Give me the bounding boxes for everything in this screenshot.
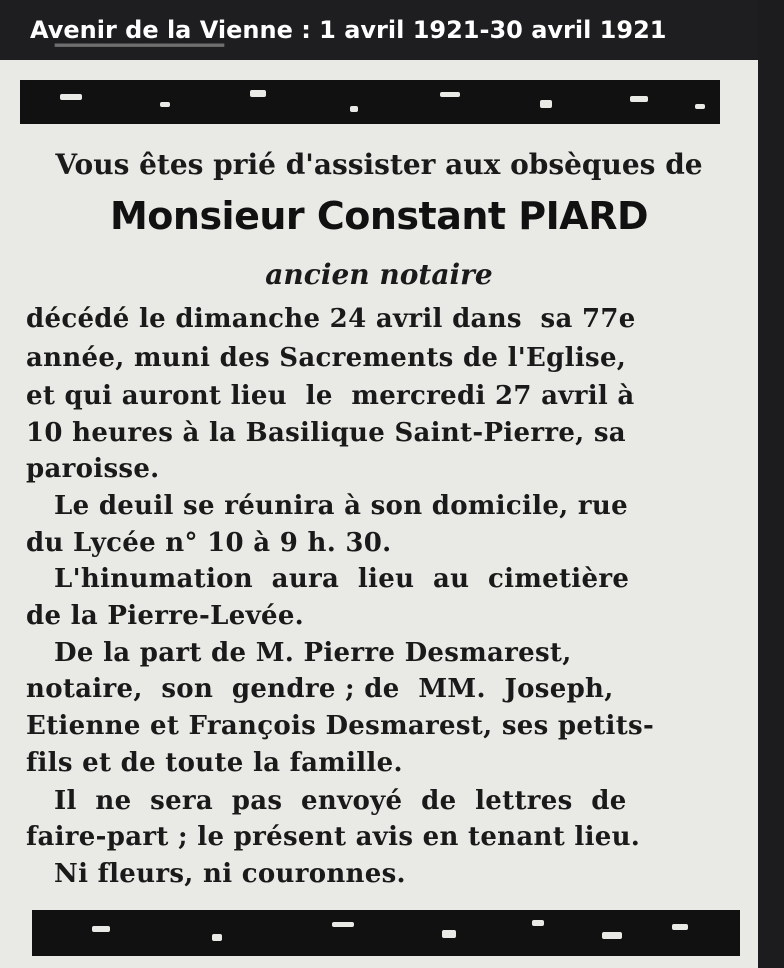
notice-line: Ni fleurs, ni couronnes.	[26, 859, 406, 889]
notice-line: Etienne et François Desmarest, ses petits-	[26, 711, 655, 741]
notice-intro: Vous êtes prié d'assister aux obsèques de	[55, 148, 703, 181]
notice-line: fils et de toute la famille.	[26, 748, 403, 778]
notice-line: décédé le dimanche 24 avril dans sa 77e	[26, 304, 636, 334]
notice-line: Le deuil se réunira à son domicile, rue	[26, 491, 628, 521]
notice-line: L'hinumation aura lieu au cimetière	[26, 564, 630, 594]
deceased-title: ancien notaire	[265, 258, 493, 291]
bottom-rule-bar	[32, 910, 740, 956]
header-title: Avenir de la Vienne : 1 avril 1921-30 avril 1921	[30, 16, 667, 44]
notice-line: année, muni des Sacrements de l'Eglise,	[26, 343, 627, 373]
notice-line: notaire, son gendre ; de MM. Joseph,	[26, 674, 614, 704]
notice-line: de la Pierre-Levée.	[26, 601, 305, 631]
bleed-text-top: ▔▔▔▔▔▔▔▔▔▔	[55, 44, 225, 70]
notice-line: Il ne sera pas envoyé de lettres de	[26, 786, 627, 816]
top-rule-bar	[20, 80, 720, 124]
notice-line: faire-part ; le présent avis en tenant lieu.	[26, 822, 641, 852]
deceased-name: Monsieur Constant PIARD	[109, 194, 649, 238]
notice-line: du Lycée n° 10 à 9 h. 30.	[26, 528, 392, 558]
newspaper-clipping	[0, 44, 758, 968]
notice-line: paroisse.	[26, 454, 160, 484]
notice-line: De la part de M. Pierre Desmarest,	[26, 638, 572, 668]
notice-line: 10 heures à la Basilique Saint-Pierre, sa	[26, 418, 626, 448]
notice-line: et qui auront lieu le mercredi 27 avril à	[26, 381, 635, 411]
